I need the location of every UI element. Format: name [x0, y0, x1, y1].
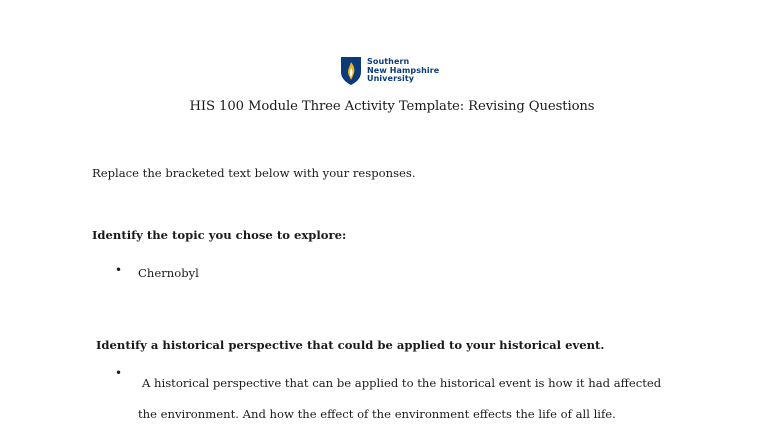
document-title: HIS 100 Module Three Activity Template: Revising Questions: [189, 99, 595, 114]
logo-line-3: University: [367, 74, 415, 84]
bullet-icon: •: [115, 366, 123, 380]
university-logo: [340, 56, 439, 86]
answer-topic: Chernobyl: [138, 266, 199, 280]
shield-flame-icon: [340, 56, 362, 86]
instructions-text: Replace the bracketed text below with your responses.: [92, 166, 416, 180]
section-heading-perspective: Identify a historical perspective that could be applied to your historical event.: [96, 338, 605, 352]
answer-perspective: A historical perspective that can be applied to the historical event is how it had affected the environment. And how the effect of the environment effects the life of all life.: [138, 376, 662, 421]
logo-line-1: Southern: [367, 57, 410, 67]
logo-line-2: New Hampshire: [367, 65, 440, 75]
bullet-icon: •: [115, 263, 123, 277]
logo-wordmark: [367, 58, 439, 84]
section-heading-topic: Identify the topic you chose to explore:: [92, 228, 347, 242]
